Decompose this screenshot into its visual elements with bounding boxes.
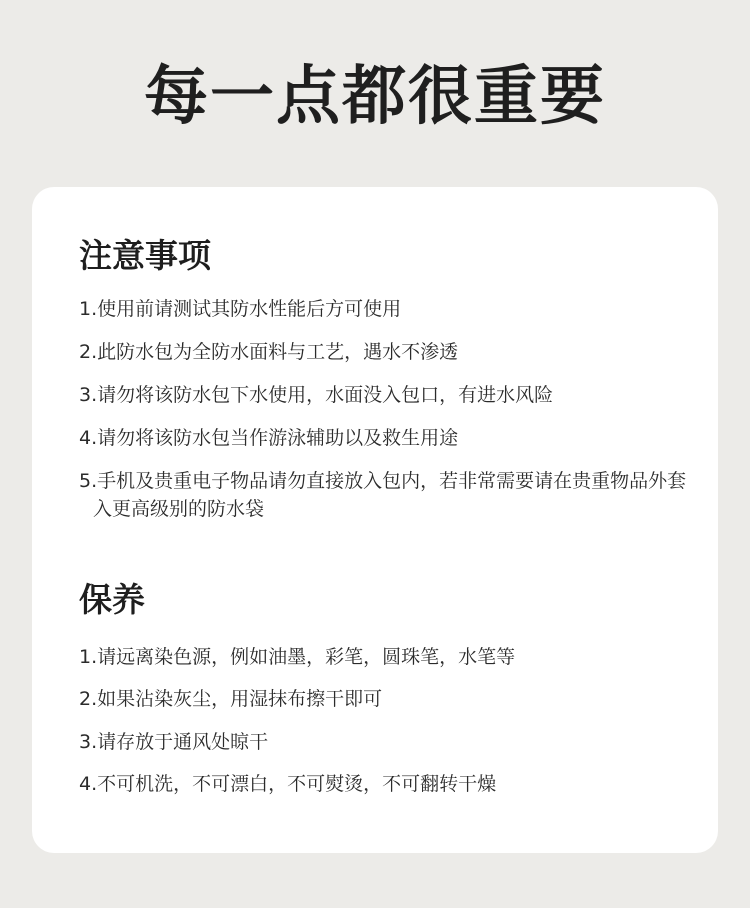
- care-item-2: 2.如果沾染灰尘，用湿抹布擦干即可: [79, 688, 383, 710]
- notes-item-3: 3.请勿将该防水包下水使用，水面没入包口，有进水风险: [79, 384, 554, 406]
- care-item-3: 3.请存放于通风处晾干: [79, 731, 269, 753]
- notes-title: 注意事项: [79, 236, 211, 275]
- notes-item-4: 4.请勿将该防水包当作游泳辅助以及救生用途: [79, 427, 459, 449]
- care-item-4: 4.不可机洗，不可漂白，不可熨烫，不可翻转干燥: [79, 773, 497, 795]
- page-title: 每一点都很重要: [144, 60, 606, 134]
- notes-item-5: 5.手机及贵重电子物品请勿直接放入包内，若非常需要请在贵重物品外套入更高级别的防水袋: [79, 470, 687, 520]
- notes-item-1: 1.使用前请测试其防水性能后方可使用: [79, 298, 402, 320]
- care-item-1: 1.请远离染色源，例如油墨，彩笔，圆珠笔，水笔等: [79, 646, 516, 668]
- care-title: 保养: [79, 580, 145, 619]
- content-card: [32, 187, 718, 853]
- notes-item-2: 2.此防水包为全防水面料与工艺，遇水不渗透: [79, 341, 459, 363]
